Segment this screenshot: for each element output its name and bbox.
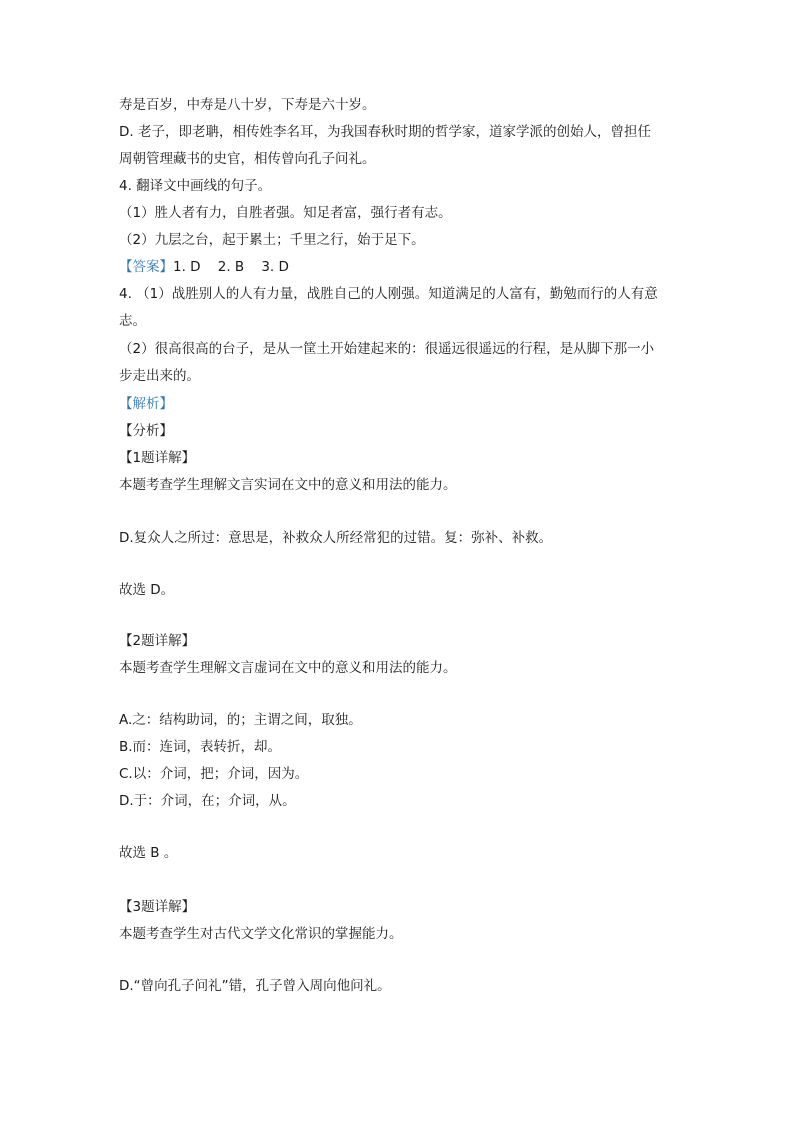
text-line: 周朝管理藏书的史官，相传曾向孔子问礼。 <box>119 151 376 167</box>
answer-label: 【答案】 <box>119 259 173 275</box>
question-3-option-d: D.“曾向孔子问礼”错，孔子曾入周向他问礼。 <box>119 978 391 994</box>
answer-4-part-2: （2）很高很高的台子，是从一筐土开始建起来的：很遥远很遥远的行程，是从脚下那一小 <box>119 341 655 357</box>
fenxi-heading: 【分析】 <box>119 423 173 439</box>
question-2-detail-heading: 【2题详解】 <box>119 633 196 649</box>
question-1-answer: 故选 D。 <box>119 582 175 598</box>
answer-values: 1. D 2. B 3. D <box>173 259 289 275</box>
question-2-option-d: D.于：介词，在；介词，从。 <box>119 793 296 809</box>
question-2-option-c: C.以：介词，把；介词，因为。 <box>119 766 309 782</box>
question-2-option-a: A.之：结构助词，的；主谓之间，取独。 <box>119 712 362 728</box>
question-3-explanation: 本题考查学生对古代文学文化常识的掌握能力。 <box>119 926 403 942</box>
question-3-detail-heading: 【3题详解】 <box>119 899 196 915</box>
question-1-option-d: D.复众人之所过：意思是，补救众人所经常犯的过错。复：弥补、补救。 <box>119 530 553 546</box>
question-2-explanation: 本题考查学生理解文言虚词在文中的意义和用法的能力。 <box>119 660 457 676</box>
question-2-answer: 故选 B 。 <box>119 845 178 861</box>
question-4-title: 4. 翻译文中画线的句子。 <box>119 178 272 194</box>
answer-line <box>119 258 289 276</box>
answer-4-part-1: 4. （1）战胜别人的人有力量，战胜自己的人刚强。知道满足的人富有，勤勉而行的人有意 <box>119 286 658 302</box>
question-2-option-b: B.而：连词，表转折，却。 <box>119 739 282 755</box>
text-line: 寿是百岁，中寿是八十岁，下寿是六十岁。 <box>119 97 376 113</box>
option-d-text: D. 老子，即老聃，相传姓李名耳，为我国春秋时期的哲学家，道家学派的创始人，曾担任 <box>119 124 651 140</box>
analysis-heading: 【解析】 <box>119 396 173 412</box>
answer-4-part-1-continued: 志。 <box>119 313 146 329</box>
question-1-explanation: 本题考查学生理解文言实词在文中的意义和用法的能力。 <box>119 477 457 493</box>
question-4-sentence-1: （1）胜人者有力，自胜者强。知足者富，强行者有志。 <box>119 205 452 221</box>
answer-4-part-2-continued: 步走出来的。 <box>119 368 200 384</box>
question-4-sentence-2: （2）九层之台，起于累土；千里之行，始于足下。 <box>119 232 425 248</box>
question-1-detail-heading: 【1题详解】 <box>119 450 196 466</box>
